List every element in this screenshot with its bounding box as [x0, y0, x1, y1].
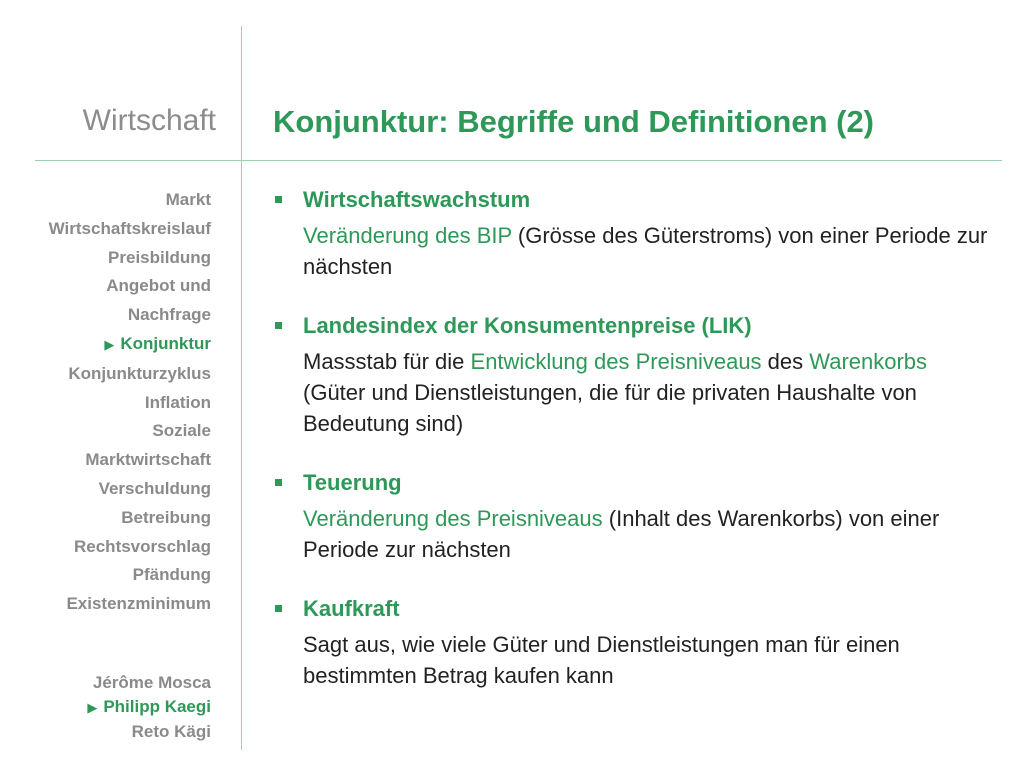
author-name: Reto Kägi — [131, 722, 211, 741]
bullet-heading: Kaufkraft — [303, 596, 400, 621]
nav-item-soziale[interactable] — [49, 417, 211, 446]
sidebar-nav — [49, 186, 211, 619]
author-item — [87, 720, 211, 744]
nav-item-label: Konjunktur — [120, 333, 211, 353]
text-fragment: des — [761, 349, 810, 374]
nav-item-wirtschaftskreislauf[interactable] — [49, 215, 211, 244]
highlighted-term: Veränderung des Preisniveaus — [303, 506, 603, 531]
nav-item-label: Betreibung — [121, 507, 211, 527]
nav-item-label: Verschuldung — [98, 478, 211, 498]
nav-item-pfändung[interactable] — [49, 561, 211, 590]
bullet-text — [303, 220, 993, 282]
author-name: Philipp Kaegi — [103, 697, 211, 716]
nav-item-label: Konjunkturzyklus — [68, 363, 211, 383]
nav-item-rechtsvorschlag[interactable] — [49, 533, 211, 562]
square-bullet-icon — [275, 322, 282, 329]
nav-item-betreibung[interactable] — [49, 504, 211, 533]
nav-item-marktwirtschaft[interactable] — [49, 446, 211, 475]
nav-item-label: Markt — [165, 190, 211, 209]
bullet-heading: Wirtschaftswachstum — [303, 187, 531, 212]
nav-item-label: Soziale — [152, 421, 211, 441]
nav-item-label: Angebot und — [106, 276, 211, 296]
text-fragment: Sagt aus, wie viele Güter und Dienstleistungen man für einen bestimmten Betrag kaufen kann — [303, 632, 900, 688]
author-name: Jérôme Mosca — [92, 673, 211, 692]
slide-title: Konjunktur: Begriffe und Definitionen (2) — [273, 104, 875, 139]
nav-item-konjunktur[interactable] — [49, 330, 211, 360]
nav-item-label: Inflation — [144, 392, 211, 412]
nav-item-label: Rechtsvorschlag — [74, 536, 211, 556]
highlighted-term: Entwicklung des Preisniveaus — [470, 349, 762, 374]
section-title: Wirtschaft — [82, 104, 216, 137]
author-item — [87, 695, 211, 720]
nav-item-inflation[interactable] — [49, 389, 211, 418]
square-bullet-icon — [275, 605, 282, 612]
nav-item-verschuldung[interactable] — [49, 475, 211, 504]
bullet-text — [303, 346, 993, 439]
bullet-text — [303, 503, 993, 565]
active-arrow-icon: ▶ — [87, 700, 98, 715]
bullet-item — [273, 595, 993, 691]
nav-item-label: Nachfrage — [127, 305, 211, 325]
bullet-item — [273, 186, 993, 282]
square-bullet-icon — [275, 196, 282, 203]
text-fragment: (Güter und Dienstleistungen, die für die privaten Haushalte von Bedeutung sind) — [303, 380, 917, 436]
bullet-text — [303, 629, 993, 691]
nav-item-angebot-und[interactable] — [49, 272, 211, 301]
nav-item-existenzminimum[interactable] — [49, 590, 211, 619]
text-fragment: (Grösse des Güterstroms) von einer Periode zur nächsten — [303, 223, 988, 279]
nav-item-label: Existenzminimum — [66, 594, 211, 614]
bullet-item — [273, 469, 993, 565]
bullet-heading: Teuerung — [303, 470, 402, 495]
bullet-item — [273, 312, 993, 439]
nav-item-markt[interactable] — [49, 186, 211, 215]
nav-item-nachfrage[interactable] — [49, 301, 211, 330]
nav-item-label: Pfändung — [132, 565, 211, 585]
nav-item-label: Marktwirtschaft — [85, 450, 211, 470]
author-item — [87, 671, 211, 695]
active-arrow-icon: ▶ — [104, 336, 115, 352]
text-fragment: (Inhalt des Warenkorbs) von einer Periode zur nächsten — [303, 506, 940, 562]
horizontal-divider — [35, 160, 1002, 161]
highlighted-term: Warenkorbs — [809, 349, 928, 374]
square-bullet-icon — [275, 479, 282, 486]
vertical-divider — [241, 26, 242, 750]
slide-content — [273, 186, 993, 721]
nav-item-preisbildung[interactable] — [49, 244, 211, 273]
text-fragment: Massstab für die — [303, 349, 471, 374]
nav-item-label: Preisbildung — [108, 247, 211, 267]
bullet-heading: Landesindex der Konsumentenpreise (LIK) — [303, 313, 752, 338]
highlighted-term: Veränderung des BIP — [303, 223, 512, 248]
nav-item-label: Wirtschaftskreislauf — [48, 218, 211, 238]
nav-item-konjunkturzyklus[interactable] — [49, 360, 211, 389]
author-list — [87, 671, 211, 744]
